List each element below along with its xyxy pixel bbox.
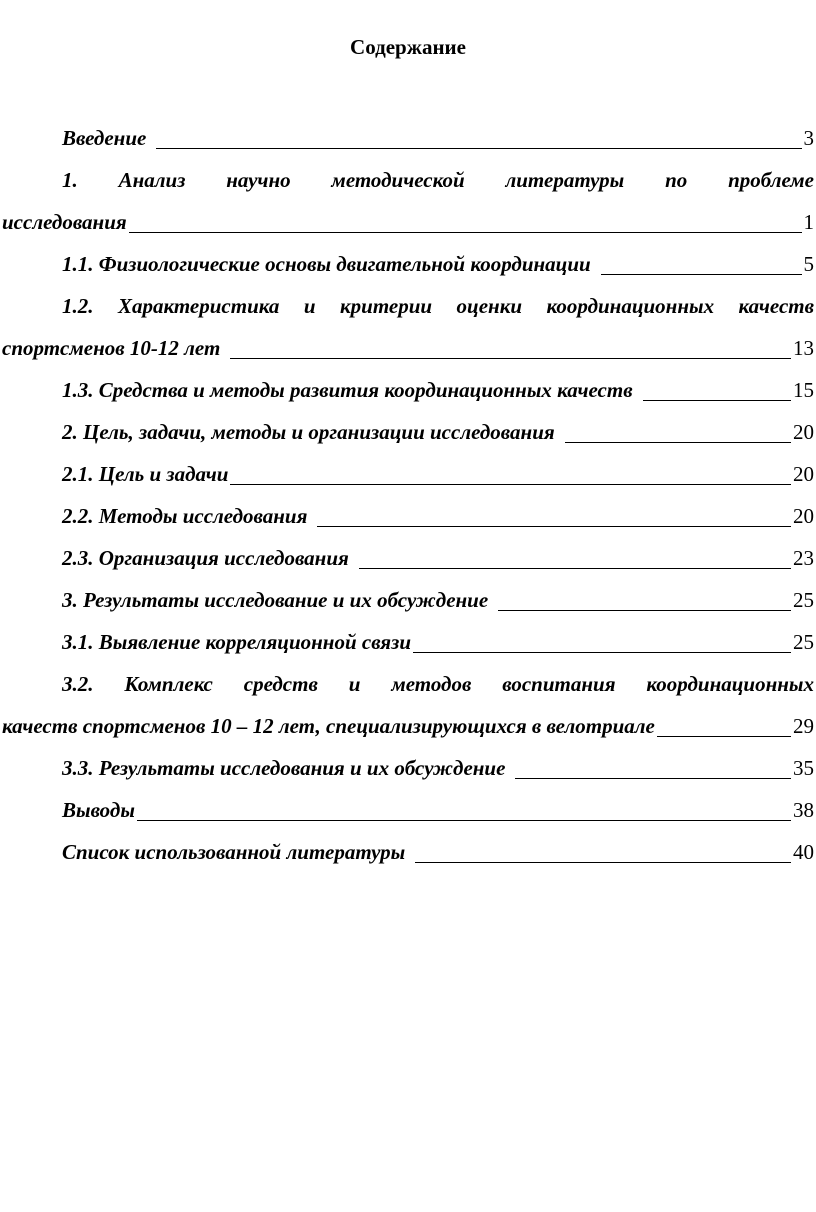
toc-label: 2.2. Методы исследования (62, 504, 308, 528)
toc-page-number: 35 (793, 756, 814, 780)
toc-label-line2: исследования (2, 210, 127, 234)
leader-line (415, 861, 791, 863)
toc-label: Введение (62, 126, 147, 150)
toc-page-number: 1 (803, 210, 814, 234)
toc-page-number: 25 (793, 630, 814, 654)
leader-line (156, 147, 801, 149)
toc-page-number: 29 (793, 714, 814, 738)
toc-entry-3-1 (0, 619, 816, 661)
leader-line (515, 777, 791, 779)
toc-label: 3.1. Выявление корреляционной связи (62, 630, 411, 654)
toc-label-line1: 1.2. Характеристика и критерии оценки координационных качеств (62, 294, 814, 318)
toc-page-number: 23 (793, 546, 814, 570)
toc-label-line1: 1. Анализ научно методической литературы по проблеме (62, 168, 814, 192)
page-title: Содержание (350, 35, 466, 59)
leader-line (413, 651, 791, 653)
toc-page-number: 20 (793, 462, 814, 486)
toc-entry-2-3 (0, 535, 816, 577)
toc-entry-2 (0, 409, 816, 451)
toc-label: 3. Результаты исследование и их обсуждение (62, 588, 489, 612)
toc-label: Список использованной литературы (62, 840, 406, 864)
toc-entry-3 (0, 577, 816, 619)
leader-line (317, 525, 791, 527)
leader-line (657, 735, 791, 737)
toc-entry-3-3 (0, 745, 816, 787)
toc-entry-2-1 (0, 451, 816, 493)
toc-label: 2.1. Цель и задачи (62, 462, 229, 486)
leader-line (565, 441, 791, 443)
toc-page-number: 38 (793, 798, 814, 822)
toc-entry-introduction (0, 115, 816, 157)
toc-page-number: 40 (793, 840, 814, 864)
toc-entry-conclusions (0, 787, 816, 829)
toc-page-number: 15 (793, 378, 814, 402)
table-of-contents (0, 115, 816, 871)
toc-entry-1 (0, 157, 816, 241)
toc-label: 2.3. Организация исследования (62, 546, 349, 570)
leader-line (230, 357, 791, 359)
toc-label: 1.1. Физиологические основы двигательной координации (62, 252, 591, 276)
toc-label: 2. Цель, задачи, методы и организации исследования (62, 420, 555, 444)
toc-entry-1-2 (0, 283, 816, 367)
toc-label-line1: 3.2. Комплекс средств и методов воспитания координационных (62, 672, 814, 696)
leader-line (359, 567, 791, 569)
toc-label: 1.3. Средства и методы развития координационных качеств (62, 378, 633, 402)
toc-page-number: 3 (803, 126, 814, 150)
leader-line (129, 231, 802, 233)
toc-entry-3-2 (0, 661, 816, 745)
toc-label: Выводы (62, 798, 135, 822)
toc-page-number: 20 (793, 420, 814, 444)
toc-label-line2: качеств спортсменов 10 – 12 лет, специализирующихся в велотриале (2, 714, 655, 738)
toc-page-number: 20 (793, 504, 814, 528)
toc-entry-2-2 (0, 493, 816, 535)
leader-line (498, 609, 791, 611)
toc-entry-1-1 (0, 241, 816, 283)
toc-label-line2: спортсменов 10-12 лет (2, 336, 221, 360)
toc-entry-1-3 (0, 367, 816, 409)
leader-line (137, 819, 791, 821)
leader-line (643, 399, 791, 401)
toc-label: 3.3. Результаты исследования и их обсуждение (62, 756, 506, 780)
leader-line (230, 483, 791, 485)
toc-page-number: 13 (793, 336, 814, 360)
toc-page-number: 25 (793, 588, 814, 612)
toc-page-number: 5 (803, 252, 814, 276)
leader-line (601, 273, 802, 275)
toc-entry-references (0, 829, 816, 871)
